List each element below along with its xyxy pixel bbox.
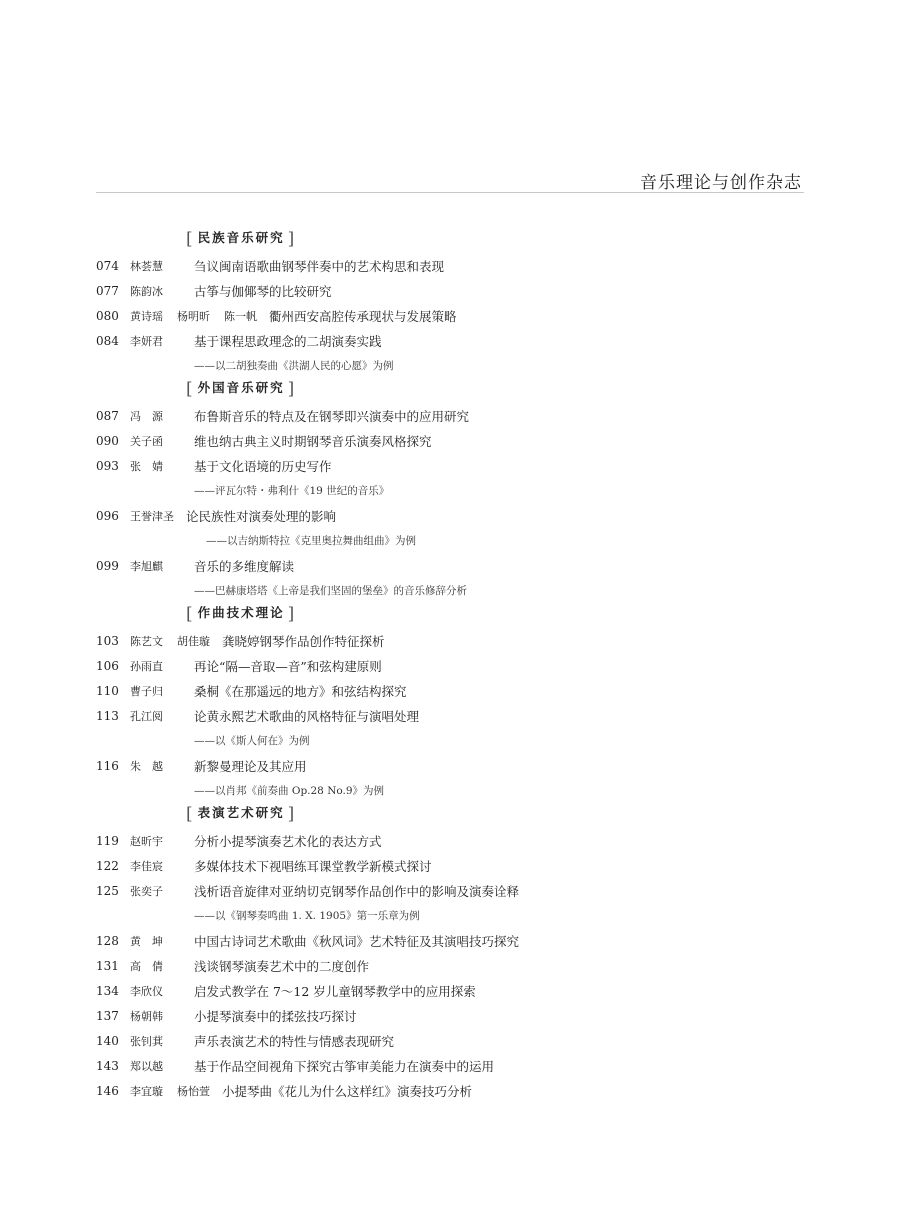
author-name: 杨怡萱 <box>177 1084 210 1098</box>
page-number: 093 <box>96 458 119 473</box>
page-number: 074 <box>96 258 119 273</box>
page-number: 143 <box>96 1058 119 1073</box>
section-heading <box>96 378 804 403</box>
authors <box>130 408 194 424</box>
authors <box>130 883 194 899</box>
toc-entry[interactable] <box>96 628 804 653</box>
author-name: 李妍君 <box>130 334 163 348</box>
page-number: 099 <box>96 558 119 573</box>
author-name: 李欣仪 <box>130 984 163 998</box>
page-number: 119 <box>96 833 119 848</box>
author-name: 黄 坤 <box>130 934 163 948</box>
toc-entry[interactable] <box>96 853 804 878</box>
left-bracket-glyph: [ <box>186 379 195 399</box>
authors <box>130 833 194 849</box>
page-number: 146 <box>96 1083 119 1098</box>
toc-entry[interactable] <box>96 978 804 1003</box>
header-divider <box>96 192 804 193</box>
article-title[interactable]: 基于作品空间视角下探究古筝审美能力在演奏中的运用 <box>194 1058 495 1074</box>
left-bracket-glyph: [ <box>186 229 195 249</box>
toc-entry[interactable] <box>96 828 804 853</box>
toc-entry[interactable] <box>96 878 804 903</box>
author-name: 杨朝韩 <box>130 1009 163 1023</box>
page-number: 116 <box>96 758 119 773</box>
article-title[interactable]: 多媒体技术下视唱练耳课堂教学新模式探讨 <box>194 858 432 874</box>
article-title[interactable]: 浅析语音旋律对亚纳切克钢琴作品创作中的影响及演奏诠释 <box>194 883 520 899</box>
section-label: 民族音乐研究 <box>197 230 285 245</box>
authors <box>130 758 194 774</box>
authors <box>130 433 194 449</box>
toc-entry[interactable] <box>96 1028 804 1053</box>
article-title[interactable]: 古筝与伽倻琴的比较研究 <box>194 283 332 299</box>
authors <box>130 558 194 574</box>
toc-entry[interactable] <box>96 753 804 778</box>
author-name: 朱 越 <box>130 759 163 773</box>
toc-entry[interactable] <box>96 653 804 678</box>
page-number: 125 <box>96 883 119 898</box>
toc-entry[interactable] <box>96 1003 804 1028</box>
author-name: 李佳宸 <box>130 859 163 873</box>
section-label: 外国音乐研究 <box>197 380 285 395</box>
author-name: 高 倩 <box>130 959 163 973</box>
toc-entry[interactable] <box>96 1053 804 1078</box>
author-name: 黄诗瑶 <box>130 309 163 323</box>
authors <box>130 1008 194 1024</box>
article-title[interactable]: 布鲁斯音乐的特点及在钢琴即兴演奏中的应用研究 <box>194 408 470 424</box>
right-bracket-glyph: ] <box>287 604 297 624</box>
article-title[interactable]: 龚晓婷钢琴作品创作特征探析 <box>222 633 385 649</box>
authors <box>130 958 194 974</box>
author-name: 陈韵冰 <box>130 284 163 298</box>
article-subtitle: ——以吉纳斯特拉《克里奥拉舞曲组曲》为例 <box>206 535 416 547</box>
author-name: 林荟慧 <box>130 259 163 273</box>
article-subtitle: ——以肖邦《前奏曲 Op.28 No.9》为例 <box>194 785 385 797</box>
author-name: 关子函 <box>130 434 163 448</box>
article-title[interactable]: 声乐表演艺术的特性与情感表现研究 <box>194 1033 395 1049</box>
left-bracket-glyph: [ <box>186 804 195 824</box>
article-subtitle: ——以二胡独奏曲《洪湖人民的心愿》为例 <box>194 360 394 372</box>
author-name: 张 婧 <box>130 459 163 473</box>
article-title[interactable]: 论黄永熙艺术歌曲的风格特征与演唱处理 <box>194 708 420 724</box>
author-name: 张奕子 <box>130 884 163 898</box>
authors <box>130 1083 210 1099</box>
authors <box>130 1033 194 1049</box>
page-number: 087 <box>96 408 119 423</box>
page-number: 077 <box>96 283 119 298</box>
section-heading <box>96 228 804 253</box>
author-name: 孔江阅 <box>130 709 163 723</box>
page-number: 113 <box>96 708 119 723</box>
authors <box>130 933 194 949</box>
section-heading <box>96 603 804 628</box>
authors <box>130 333 194 349</box>
page-number: 134 <box>96 983 119 998</box>
article-title[interactable]: 小提琴演奏中的揉弦技巧探讨 <box>194 1008 357 1024</box>
authors <box>130 283 194 299</box>
toc-entry[interactable] <box>96 953 804 978</box>
author-name: 陈艺文 <box>130 634 163 648</box>
author-name: 郑以越 <box>130 1059 163 1073</box>
page-number: 128 <box>96 933 119 948</box>
article-title[interactable]: 论民族性对演奏处理的影响 <box>186 508 337 524</box>
left-bracket-glyph: [ <box>186 604 195 624</box>
journal-title: 音乐理论与创作杂志 <box>640 173 802 193</box>
toc-entry[interactable] <box>96 253 804 278</box>
author-name: 孙雨直 <box>130 659 163 673</box>
article-title[interactable]: 中国古诗词艺术歌曲《秋风词》艺术特征及其演唱技巧探究 <box>194 933 520 949</box>
article-title[interactable]: 基于课程思政理念的二胡演奏实践 <box>194 333 382 349</box>
page-number: 131 <box>96 958 119 973</box>
section-label: 作曲技术理论 <box>197 605 285 620</box>
page-number: 106 <box>96 658 119 673</box>
toc-entry[interactable] <box>96 453 804 478</box>
page-number: 110 <box>96 683 119 698</box>
article-title[interactable]: 维也纳古典主义时期钢琴音乐演奏风格探究 <box>194 433 432 449</box>
article-title[interactable]: 桑桐《在那遥远的地方》和弦结构探究 <box>194 683 407 699</box>
authors <box>130 683 194 699</box>
article-title[interactable]: 小提琴曲《花儿为什么这样红》演奏技巧分析 <box>222 1083 473 1099</box>
article-title[interactable]: 分析小提琴演奏艺术化的表达方式 <box>194 833 382 849</box>
author-name: 赵昕宇 <box>130 834 163 848</box>
page-number: 140 <box>96 1033 119 1048</box>
authors <box>130 708 194 724</box>
page-number: 090 <box>96 433 119 448</box>
article-subtitle: ——评瓦尔特・弗利什《19 世纪的音乐》 <box>194 485 390 497</box>
right-bracket-glyph: ] <box>287 229 297 249</box>
authors <box>130 308 257 324</box>
toc-entry[interactable] <box>96 703 804 728</box>
article-title[interactable]: 再论“隔—音取—音”和弦构建原则 <box>194 658 382 674</box>
article-subtitle: ——巴赫康塔塔《上帝是我们坚固的堡垒》的音乐修辞分析 <box>194 585 467 597</box>
toc-entry[interactable] <box>96 428 804 453</box>
article-subtitle: ——以《钢琴奏鸣曲 1. X. 1905》第一乐章为例 <box>194 910 420 922</box>
page-number: 122 <box>96 858 119 873</box>
toc-entry[interactable] <box>96 278 804 303</box>
page-number: 137 <box>96 1008 119 1023</box>
author-name: 李旭麒 <box>130 559 163 573</box>
authors <box>130 983 194 999</box>
page-number: 080 <box>96 308 119 323</box>
section-heading <box>96 803 804 828</box>
toc-entry[interactable] <box>96 1078 804 1103</box>
table-of-contents <box>96 228 804 1103</box>
article-title[interactable]: 基于文化语境的历史写作 <box>194 458 332 474</box>
toc-entry[interactable] <box>96 303 804 328</box>
authors <box>130 858 194 874</box>
page-number: 084 <box>96 333 119 348</box>
authors <box>130 658 194 674</box>
right-bracket-glyph: ] <box>287 379 297 399</box>
author-name: 王誉津圣 <box>130 509 174 523</box>
article-title[interactable]: 衢州西安高腔传承现状与发展策略 <box>269 308 457 324</box>
toc-entry[interactable] <box>96 553 804 578</box>
section-label: 表演艺术研究 <box>197 805 285 820</box>
toc-entry[interactable] <box>96 678 804 703</box>
author-name: 杨明昕 <box>177 309 210 323</box>
authors <box>130 633 210 649</box>
toc-entry[interactable] <box>96 928 804 953</box>
author-name: 曹子归 <box>130 684 163 698</box>
toc-entry[interactable] <box>96 328 804 353</box>
authors <box>130 458 194 474</box>
author-name: 胡佳璇 <box>177 634 210 648</box>
author-name: 陈一帆 <box>224 309 257 323</box>
toc-entry[interactable] <box>96 403 804 428</box>
author-name: 冯 源 <box>130 409 163 423</box>
page-number: 103 <box>96 633 119 648</box>
authors <box>130 258 194 274</box>
right-bracket-glyph: ] <box>287 804 297 824</box>
article-title[interactable]: 浅谈钢琴演奏艺术中的二度创作 <box>194 958 370 974</box>
article-title[interactable]: 音乐的多维度解读 <box>194 558 295 574</box>
author-name: 李宜璇 <box>130 1084 163 1098</box>
article-subtitle: ——以《斯人何在》为例 <box>194 735 310 747</box>
authors <box>130 1058 194 1074</box>
toc-entry[interactable] <box>96 503 804 528</box>
authors <box>130 508 174 524</box>
page-number: 096 <box>96 508 119 523</box>
article-title[interactable]: 新黎曼理论及其应用 <box>194 758 307 774</box>
author-name: 张钊萁 <box>130 1034 163 1048</box>
article-title[interactable]: 启发式教学在 7～12 岁儿童钢琴教学中的应用探索 <box>194 983 476 999</box>
article-title[interactable]: 刍议闽南语歌曲钢琴伴奏中的艺术构思和表现 <box>194 258 445 274</box>
